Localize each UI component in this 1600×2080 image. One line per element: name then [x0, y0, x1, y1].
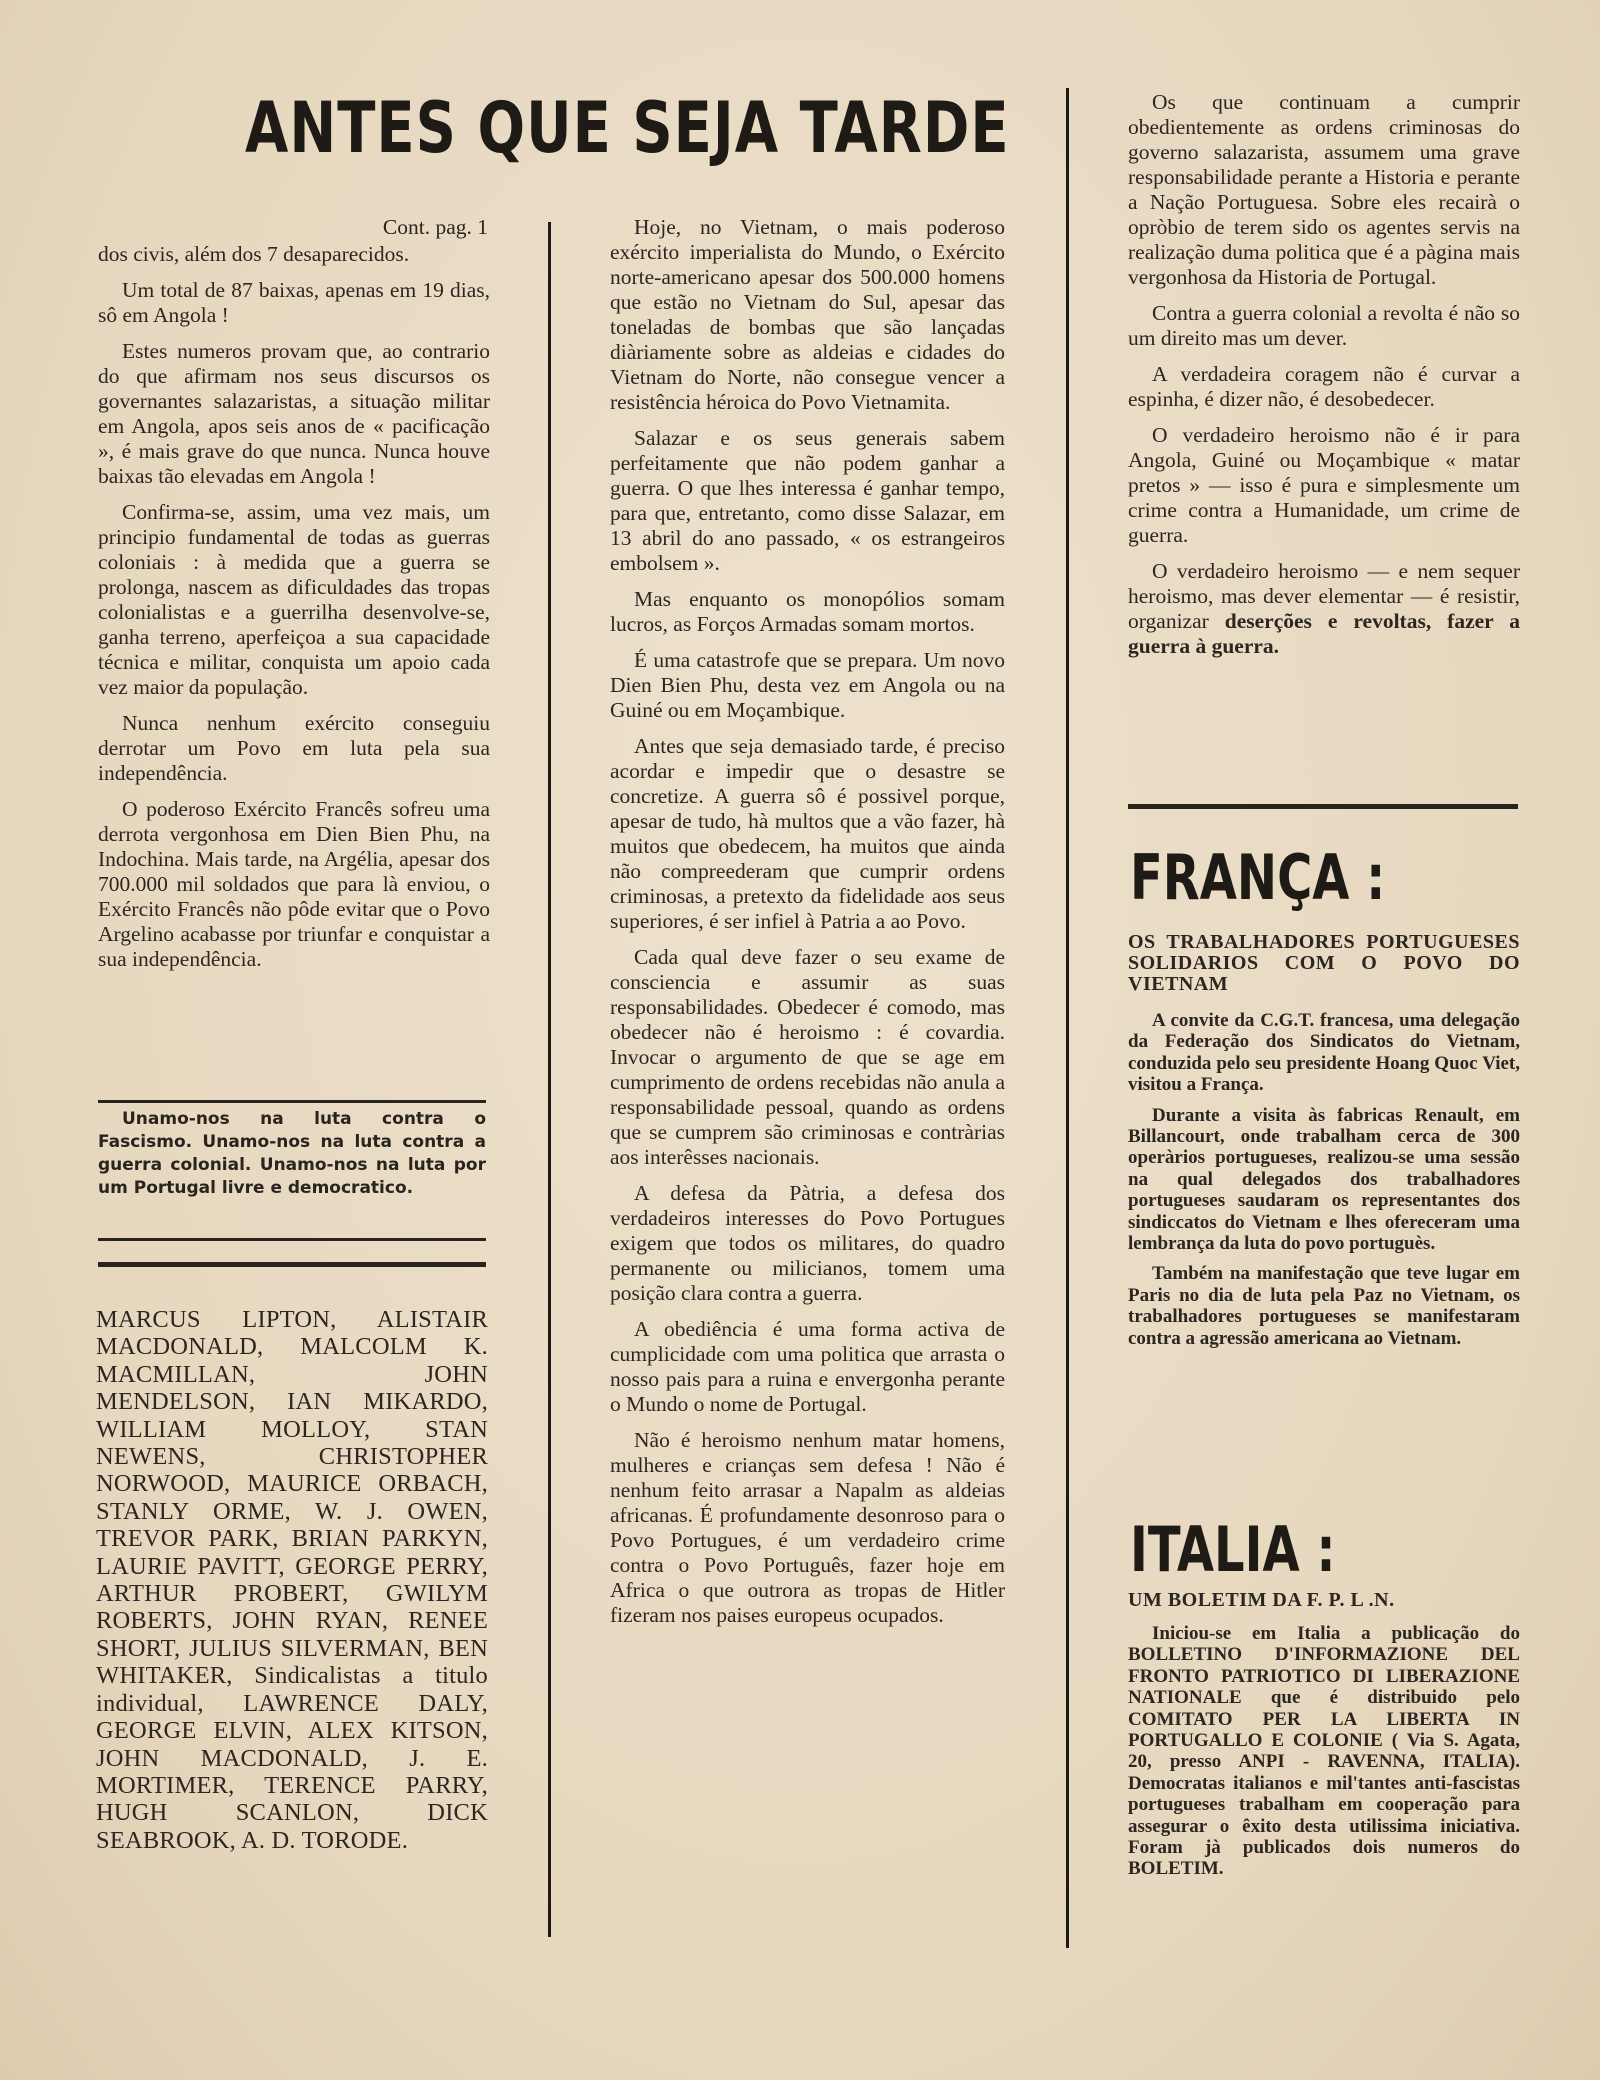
paragraph-text: O verdadeiro heroismo — e nem sequer heroismo, mas dever elementar — é resistir, organizar	[1128, 559, 1520, 633]
article-column-2	[610, 215, 1005, 1639]
paragraph: O verdadeiro heroismo não é ir para Angola, Guiné ou Moçambique « matar pretos » — isso é pura e simplesmente um crime contra a Humanidade, um crime de guerra.	[1128, 423, 1520, 547]
section-divider	[98, 1262, 486, 1267]
paragraph: Salazar e os seus generais sabem perfeitamente que não podem ganhar a guerra. O que lhes interessa é ganhar tempo, para que, entretanto, como disse Salazar, em 13 abril do ano passado, « os estrangeiros embolsem ».	[610, 426, 1005, 575]
paragraph: Nunca nenhum exército conseguiu derrotar um Povo em luta pela sua independência.	[98, 711, 490, 785]
paragraph	[1128, 559, 1520, 659]
paragraph: Iniciou-se em Italia a publicação do BOLLETINO D'INFORMAZIONE DEL FRONTO PATRIOTICO DI LIBERAZIONE NATIONALE que é distribuido pelo COMITATO PER LA LIBERTA IN PORTUGALLO E COLONIE ( Via S. Agata, 20, presso ANPI - RAVENNA, ITALIA). Democratas italianos e mil'tantes anti-fascistas portugueses trabalham em cooperação para assegurar o êxito desta utilissima iniciativa. Foram jà publicados dois numeros do BOLETIM.	[1128, 1623, 1520, 1880]
paragraph: Confirma-se, assim, uma vez mais, um principio fundamental de todas as guerras coloniais : à medida que a guerra se prolonga, nascem as dificuldades das tropas colonialistas e a guerrilha desenvolve-se, ganha terreno, aperfeiçoa a sua capacidade técnica e militar, conquista um apoio cada vez maior da população.	[98, 500, 490, 699]
paragraph: Durante a visita às fabricas Renault, em Billancourt, onde trabalham cerca de 300 operàrios portugueses, realizou-se uma sessão na qual delegados dos trabalhadores portugueses saudaram os representantes dos sindiccatos do Vietnam e lhes ofereceram uma lembrança da luta do povo portuguès.	[1128, 1104, 1520, 1255]
paragraph: A convite da C.G.T. francesa, uma delegação da Federação dos Sindicatos do Vietnam, conduzida pelo seu presidente Hoang Quoc Viet, visitou a França.	[1128, 1010, 1520, 1096]
callout-bottom-rule	[98, 1238, 486, 1241]
continuation-note: Cont. pag. 1	[382, 215, 488, 239]
callout-text: Unamo-nos na luta contra o Fascismo. Unamo-nos na luta contra a guerra colonial. Unamo-nos na luta por um Portugal livre e democratico.	[98, 1109, 486, 1198]
article-headline: ANTES QUE SEJA TARDE	[245, 88, 1010, 170]
column-divider-left	[548, 222, 551, 1937]
column-divider-right	[1066, 88, 1069, 1948]
paragraph: Estes numeros provam que, ao contrario do que afirmam nos seus discursos os governantes salazaristas, a situação militar em Angola, apos seis anos de « pacificação », é mais grave do que nunca. Nunca houve baixas tão elevadas em Angola !	[98, 339, 490, 488]
franca-news	[1128, 1010, 1520, 1358]
section-divider	[1128, 804, 1518, 809]
italia-subheading: UM BOLETIM DA F. P. L .N.	[1128, 1589, 1395, 1611]
paragraph: Hoje, no Vietnam, o mais poderoso exército imperialista do Mundo, o Exército norte-americano apesar dos 500.000 homens que estão no Vietnam do Sul, apesar das toneladas de bombas que são lançadas diàriamente sobre as aldeias e cidades do Vietnam do Norte, não consegue vencer a resistência héroica do Povo Vietnamita.	[610, 215, 1005, 414]
paragraph: Um total de 87 baixas, apenas em 19 dias, sô em Angola !	[98, 278, 490, 327]
paragraph: Também na manifestação que teve lugar em Paris no dia de luta pela Paz no Vietnam, os trabalhadores portugueses se manifestaram contra a agressão americana ao Vietnam.	[1128, 1263, 1520, 1349]
paragraph-emphasis: deserções e revoltas, fazer a guerra à guerra.	[1128, 609, 1521, 658]
paragraph: A verdadeira coragem não é curvar a espinha, é dizer não, é desobedecer.	[1128, 362, 1520, 411]
article-column-3	[1128, 90, 1520, 670]
paragraph: É uma catastrofe que se prepara. Um novo Dien Bien Phu, desta vez em Angola ou na Guiné ou em Moçambique.	[610, 648, 1005, 722]
signatories-list: MARCUS LIPTON, ALISTAIR MACDONALD, MALCOLM K. MACMILLAN, JOHN MENDELSON, IAN MIKARDO, WILLIAM MOLLOY, STAN NEWENS, CHRISTOPHER NORWOOD, MAURICE ORBACH, STANLY ORME, W. J. OWEN, TREVOR PARK, BRIAN PARKYN, LAURIE PAVITT, GEORGE PERRY, ARTHUR PROBERT, GWILYM ROBERTS, JOHN RYAN, RENEE SHORT, JULIUS SILVERMAN, BEN WHITAKER, Sindicalistas a titulo individual, LAWRENCE DALY, GEORGE ELVIN, ALEX KITSON, JOHN MACDONALD, J. E. MORTIMER, TERENCE PARRY, HUGH SCANLON, DICK SEABROOK, A. D. TORODE.	[96, 1306, 488, 1854]
paragraph: Contra a guerra colonial a revolta é não so um direito mas um dever.	[1128, 301, 1520, 350]
paragraph: O poderoso Exército Francês sofreu uma derrota vergonhosa em Dien Bien Phu, na Indochina. Mais tarde, na Argélia, apesar dos 700.000 mil soldados que para là enviou, o Exército Francês não pôde evitar que o Povo Argelino acabasse por triunfar e conquistar a sua independência.	[98, 797, 490, 971]
italia-heading: ITALIA :	[1130, 1514, 1336, 1587]
paragraph: Cada qual deve fazer o seu exame de consciencia e assumir as suas responsabilidades. Obedecer é comodo, mas obedecer não é heroismo : é covardia. Invocar o argumento de que se age em cumprimento de ordens recebidas não anula a responsabilidade pessoal, quando as ordens que se cumprem são criminosas e contràrias aos interêsses nacionais.	[610, 945, 1005, 1169]
franca-heading: FRANÇA :	[1130, 842, 1386, 915]
paragraph: dos civis, além dos 7 desaparecidos.	[98, 242, 410, 266]
paragraph: Mas enquanto os monopólios somam lucros, as Forços Armadas somam mortos.	[610, 587, 1005, 636]
callout-top-rule	[98, 1100, 486, 1103]
paragraph: Antes que seja demasiado tarde, é preciso acordar e impedir que o desastre se concretize. A guerra sô é possivel porque, apesar de tudo, hà multos que a vão fazer, hà muitos que obedecem, ha muitos que ainda não compreederam que cumprir ordens criminosas, a pretexto da fidelidade aos seus superiores, é ser infiel à Patria a ao Povo.	[610, 734, 1005, 933]
paragraph: Os que continuam a cumprir obedientemente as ordens criminosas do governo salazarista, assumem uma grave responsabilidade perante a Historia e perante a Nação Portuguesa. Sobre eles recairà o opròbio de terem sido os agentes servis na realização duma politica que é a pàgina mais vergonhosa da Historia de Portugal.	[1128, 90, 1520, 289]
callout-box	[98, 1108, 486, 1200]
paragraph: Não é heroismo nenhum matar homens, mulheres e crianças sem defesa ! Não é nenhum feito arrasar a Napalm as aldeias africanas. É profundamente desonroso para o Povo Portugues, é um verdadeiro crime contra o Povo Português, fazer hoje em Africa o que outrora as tropas de Hitler fizeram nos paises europeus ocupados.	[610, 1428, 1005, 1627]
paragraph: A defesa da Pàtria, a defesa dos verdadeiros interesses do Povo Portugues exigem que todos os militares, do quadro permanente ou milicianos, tomem uma posição clara contra a guerra.	[610, 1181, 1005, 1305]
franca-subheading: OS TRABALHADORES PORTUGUESES SOLIDARIOS COM O POVO DO VIETNAM	[1128, 931, 1520, 995]
paragraph: A obediência é uma forma activa de cumplicidade com uma politica que arrasta o nosso pais para a ruina e envergonha perante o Mundo o nome de Portugal.	[610, 1317, 1005, 1416]
article-column-1	[98, 215, 490, 983]
italia-news	[1128, 1623, 1520, 1889]
